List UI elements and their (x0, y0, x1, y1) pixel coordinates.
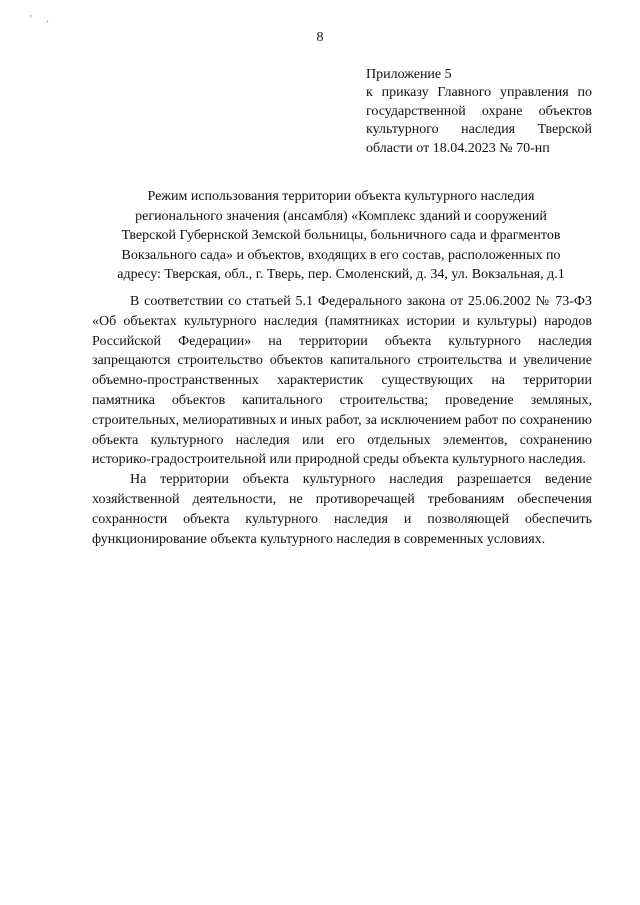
scan-marks: ' . (30, 14, 55, 25)
appendix-line-1: Приложение 5 (366, 67, 452, 82)
title-line-5: адресу: Тверская, обл., г. Тверь, пер. Смоленский, д. 34, ул. Вокзальная, д.1 (117, 267, 565, 283)
title-line-4: Вокзального сада» и объектов, входящих в его состав, расположенных по (121, 247, 561, 263)
title-line-2: регионального значения (ансамбля) «Комплекс зданий и сооружений (135, 208, 547, 224)
appendix-line-3: государственной охране объектов (366, 103, 592, 119)
appendix-line-5: области от 18.04.2023 № 70-нп (366, 140, 550, 156)
page-number: 8 (316, 30, 324, 45)
document-body (92, 292, 592, 549)
appendix-line-2: к приказу Главного управления по (366, 85, 592, 101)
title-line-1: Режим использования территории объекта культурного наследия (147, 189, 535, 204)
appendix-header (366, 66, 592, 158)
body-paragraph-2: На территории объекта культурного наследия разрешается ведение хозяйственной деятельности, не противоречащей требованиям обеспечения сохранности объекта культурного наследия и позволяющей обеспечить функционирование объекта культурного наследия в современных условиях. (92, 472, 592, 547)
document-title (96, 187, 586, 285)
appendix-line-4: культурного наследия Тверской (366, 122, 592, 138)
body-paragraph-1: В соответствии со статьей 5.1 Федерального закона от 25.06.2002 № 73-ФЗ «Об объектах культурного наследия (памятниках истории и культуры) народов Российской Федерации» на территории объекта культурного наследия запрещаются строительство объектов капитального строительства и увеличение объемно-пространственных характеристик существующих на территории памятника объектов капитального строительства; проведение земляных, строительных, мелиоративных и иных работ, за исключением работ по сохранению объекта культурного наследия или его отдельных элементов, сохранению историко-градостроительной или природной среды объекта культурного наследия. (92, 294, 592, 468)
title-line-3: Тверской Губернской Земской больницы, больничного сада и фрагментов (121, 228, 561, 244)
